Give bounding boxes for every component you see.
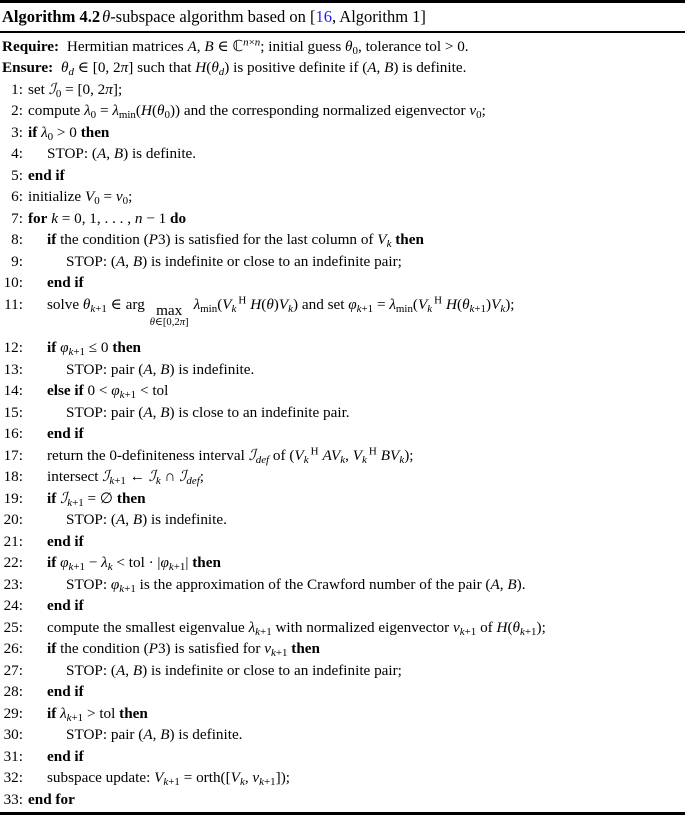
reference-link-16[interactable]: 16 xyxy=(315,7,332,26)
step-content: STOP: (A, B) is indefinite or close to an indefinite pair; xyxy=(66,252,402,270)
step-content: STOP: (A, B) is definite. xyxy=(47,145,197,162)
require-line: Require: Hermitian matrices A, B ∈ ℂ$^{n\times n}$; initial guess $\theta_0$, tolerance tol > 0. xyxy=(2,35,469,57)
step-number: 31: xyxy=(3,747,23,765)
step-number: 18: xyxy=(3,468,23,486)
step-number: 9: xyxy=(11,252,23,270)
step-content: initialize $V_0 = v_0$; xyxy=(28,188,133,208)
step-number: 27: xyxy=(3,661,23,679)
step-number: 26: xyxy=(3,640,23,658)
step-number: 29: xyxy=(3,704,23,722)
algorithm-step xyxy=(2,100,683,122)
algorithm-step xyxy=(2,79,683,101)
algorithm-step xyxy=(2,186,683,208)
step-content: if $\lambda_{k+1}$ > tol then xyxy=(47,704,148,724)
algorithm-step xyxy=(2,509,683,531)
step-content: end if xyxy=(28,166,65,184)
algorithm-step xyxy=(2,380,683,402)
step-content: return the 0-definiteness interval ℐ$_{def}$ of ($V_k^H$ $AV_k$, $V_k^H$ $BV_k$); xyxy=(47,444,414,466)
step-number: 1: xyxy=(11,80,23,98)
algorithm-title-rest: -subspace algorithm based on [ xyxy=(110,7,316,26)
step-content: STOP: (A, B) is indefinite or close to an indefinite pair; xyxy=(66,661,402,679)
step-content: set ℐ$_0$ = [0, 2π]; xyxy=(28,79,123,100)
step-content: end if xyxy=(47,747,84,765)
bottom-rule xyxy=(0,812,685,815)
step-number: 5: xyxy=(11,166,23,184)
algorithm-title xyxy=(0,3,685,31)
algorithm-step xyxy=(2,122,683,144)
step-number: 17: xyxy=(3,446,23,464)
step-number: 10: xyxy=(3,274,23,291)
algorithm-step xyxy=(2,337,683,359)
algorithm-body xyxy=(0,33,685,811)
algorithm-step xyxy=(2,208,683,230)
step-content: end if xyxy=(47,683,84,701)
step-content: subspace update: $V_{k+1}$ = $orth([V_k$, $v_{k+1}$]); xyxy=(47,769,290,789)
algorithm-step xyxy=(2,703,683,725)
algorithm-step xyxy=(2,724,683,746)
algorithm-step xyxy=(2,595,683,617)
algorithm-step xyxy=(2,272,683,294)
theta-symbol: θ xyxy=(102,7,111,26)
step-number: 30: xyxy=(3,726,23,744)
step-number: 4: xyxy=(11,145,23,162)
step-number: 20: xyxy=(3,511,23,529)
algorithm-step xyxy=(2,359,683,381)
algorithm-step xyxy=(2,746,683,768)
step-content: if $\varphi_{k+1} - \lambda_k$ < tol · $|\varphi_{k+1}|$ then xyxy=(47,554,221,574)
step-number: 21: xyxy=(3,532,23,550)
step-number: 24: xyxy=(3,597,23,615)
step-number: 15: xyxy=(3,403,23,421)
algorithm-step xyxy=(2,165,683,187)
algorithm-step xyxy=(2,251,683,273)
step-content: end if xyxy=(47,532,84,550)
algorithm-step xyxy=(2,789,683,811)
step-number: 16: xyxy=(3,425,23,443)
algorithm-step xyxy=(2,294,683,338)
step-content: STOP: pair (A, B) is indefinite. xyxy=(66,360,255,378)
step-content: STOP: $\varphi_{k+1}$ is the approximation of the Crawford number of the pair (A, B). xyxy=(66,575,526,595)
algorithm-step xyxy=(2,488,683,510)
step-content: STOP: pair (A, B) is definite. xyxy=(66,726,243,744)
step-number: 32: xyxy=(3,769,23,787)
ensure-line: Ensure: $\theta_d$ ∈ [0, 2π] such that $H(\theta_d)$ is positive definite if (A, B) is definite. xyxy=(2,59,467,79)
step-content: compute $\lambda_0 = \lambda_{min}(H(\theta_0))$ and the corresponding normalized eigenvector $v_0$; xyxy=(28,102,486,122)
algorithm-step xyxy=(2,229,683,251)
step-content: end for xyxy=(28,790,75,808)
algorithm-step xyxy=(2,638,683,660)
step-content: for k = 0, 1, . . . , n − 1 do xyxy=(28,209,187,227)
ensure-label: Ensure: xyxy=(2,59,54,76)
step-number: 28: xyxy=(3,683,23,701)
step-number: 7: xyxy=(11,209,23,227)
step-number: 6: xyxy=(11,188,23,205)
step-number: 12: xyxy=(3,339,23,357)
step-number: 3: xyxy=(11,123,23,141)
step-number: 22: xyxy=(3,554,23,572)
step-number: 8: xyxy=(11,231,23,248)
step-content: if the condition (P3) is satisfied for the last column of $V_k$ then xyxy=(47,231,424,251)
step-content: end if xyxy=(47,425,84,443)
step-number: 13: xyxy=(3,360,23,378)
step-content: compute the smallest eigenvalue $\lambda_{k+1}$ with normalized eigenvector $v_{k+1}$ of $H(\theta_{k+1})$; xyxy=(47,618,546,638)
step-number: 2: xyxy=(11,102,23,119)
step-content: if ℐ$_{k+1}$ = ∅ then xyxy=(47,488,146,509)
algorithm-step xyxy=(2,660,683,682)
algorithm-step xyxy=(2,143,683,165)
step-content: end if xyxy=(47,597,84,615)
algorithm-label: Algorithm 4.2 xyxy=(2,7,101,26)
step-content: if $\lambda_0 > 0$ then xyxy=(28,123,110,143)
algorithm-step xyxy=(2,681,683,703)
require-label: Require: xyxy=(2,37,60,55)
step-content: end if xyxy=(47,274,84,291)
step-content: STOP: pair (A, B) is close to an indefinite pair. xyxy=(66,403,350,421)
step-content: else if $0 < \varphi_{k+1}$ < tol xyxy=(47,382,169,402)
algorithm-step xyxy=(2,767,683,789)
step-content: solve $\theta_{k+1}$ ∈ arg max θ∈[0,2π] $\lambda_{min}(V_k^H$ $H(\theta)V_k$) and set $\varphi_{k+1} = \lambda_{min}(V_k^H$ $H(\theta_{k+1})V_k$); xyxy=(47,293,515,328)
algorithm-step xyxy=(2,617,683,639)
step-content: STOP: (A, B) is indefinite. xyxy=(66,511,227,529)
step-number: 11: xyxy=(4,295,23,313)
algorithm-step xyxy=(2,402,683,424)
step-number: 23: xyxy=(3,575,23,593)
algorithm-title-tail: , Algorithm 1] xyxy=(331,7,426,26)
step-number: 25: xyxy=(3,618,23,636)
algorithm-step xyxy=(2,423,683,445)
algorithm-step xyxy=(2,574,683,596)
step-number: 14: xyxy=(3,382,23,400)
algorithm-step xyxy=(2,552,683,574)
step-content: intersect ℐ$_{k+1}$ ← ℐ$_k$ ∩ ℐ$_{def}$; xyxy=(47,467,204,488)
algorithm-step xyxy=(2,531,683,553)
algorithm-step xyxy=(2,466,683,488)
step-number: 33: xyxy=(3,790,23,808)
algorithm-step xyxy=(2,445,683,467)
step-number: 19: xyxy=(3,489,23,507)
step-content: if $\varphi_{k+1} \le 0$ then xyxy=(47,339,142,359)
step-content: if the condition (P3) is satisfied for $v_{k+1}$ then xyxy=(47,640,320,660)
